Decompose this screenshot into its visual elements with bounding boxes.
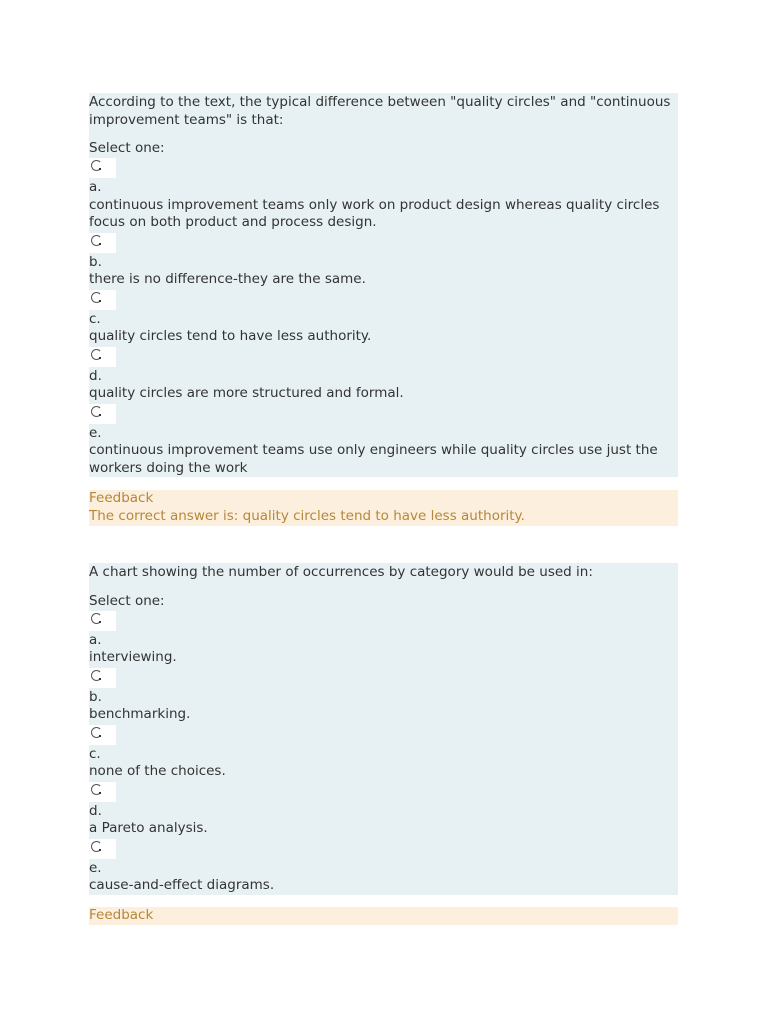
feedback-box [89,907,678,925]
radio-button[interactable] [89,611,116,631]
option-letter: a. [89,179,102,195]
option-letter: c. [89,745,101,762]
radio-button[interactable] [89,347,116,367]
radio-button[interactable] [89,404,116,424]
option-text[interactable]: quality circles are more structured and formal. [89,385,404,401]
option-c[interactable] [89,725,678,781]
question-text: According to the text, the typical difference between "quality circles" and "continuous improvement teams" is that: [89,94,671,128]
option-text[interactable]: benchmarking. [89,706,191,722]
feedback-label: Feedback [89,907,154,923]
option-letter: e. [89,859,102,876]
radio-button[interactable] [89,839,116,859]
option-text[interactable]: a Pareto analysis. [89,820,208,836]
radio-button[interactable] [89,782,116,802]
question-2 [89,563,678,895]
feedback-box [89,490,678,526]
option-letter: c. [89,310,101,327]
option-text[interactable]: cause-and-effect diagrams. [89,877,275,893]
option-letter: e. [89,424,102,441]
option-text[interactable]: there is no difference-they are the same. [89,271,366,287]
question-text: A chart showing the number of occurrences by category would be used in: [89,564,593,580]
option-text[interactable]: continuous improvement teams only work on product design whereas quality circles focus on both product and process design. [89,196,660,230]
option-letter: b. [89,253,102,270]
feedback-label: Feedback [89,490,154,506]
option-e[interactable] [89,404,678,478]
option-d[interactable] [89,347,678,403]
option-e[interactable] [89,839,678,895]
radio-button[interactable] [89,233,116,253]
option-letter: b. [89,688,102,705]
radio-button[interactable] [89,158,116,178]
option-text[interactable]: none of the choices. [89,763,226,779]
option-text[interactable]: continuous improvement teams use only engineers while quality circles use just the workers doing the work [89,442,658,476]
option-a[interactable] [89,611,678,667]
option-text[interactable]: interviewing. [89,649,177,665]
radio-button[interactable] [89,290,116,310]
option-d[interactable] [89,782,678,838]
select-one-label: Select one: [89,140,165,156]
select-one-label: Select one: [89,592,165,609]
option-a[interactable] [89,158,678,232]
radio-button[interactable] [89,668,116,688]
question-1 [89,93,678,477]
radio-button[interactable] [89,725,116,745]
option-letter: d. [89,802,102,819]
feedback-text: The correct answer is: quality circles tend to have less authority. [89,507,525,524]
option-letter: a. [89,631,102,648]
option-c[interactable] [89,290,678,346]
option-b[interactable] [89,668,678,724]
option-b[interactable] [89,233,678,289]
option-letter: d. [89,367,102,384]
option-text[interactable]: quality circles tend to have less authority. [89,328,372,344]
